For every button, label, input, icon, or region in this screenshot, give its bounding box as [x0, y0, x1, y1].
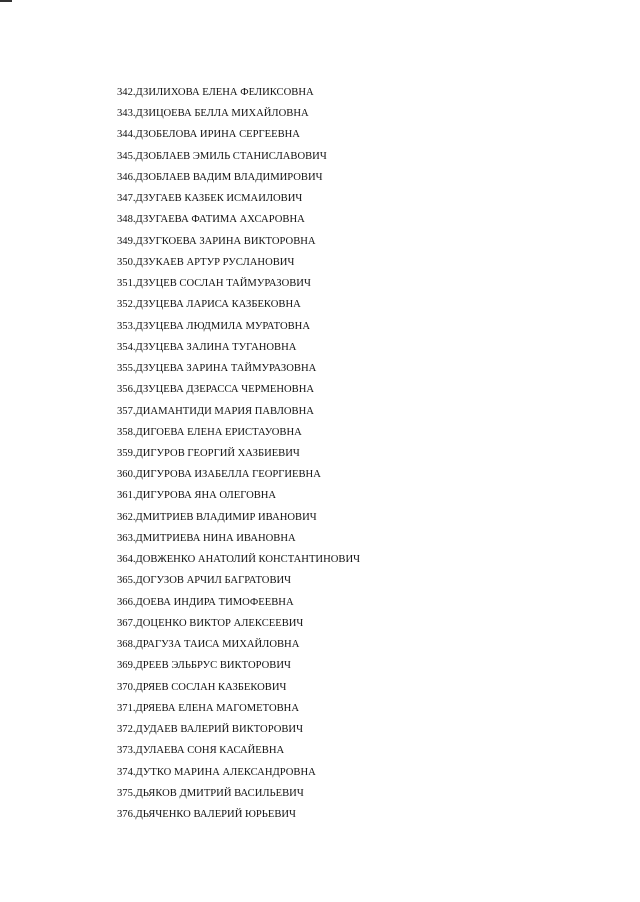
- list-item: 343.ДЗИЦОЕВА БЕЛЛА МИХАЙЛОВНА: [117, 108, 309, 120]
- list-item: 366.ДОЕВА ИНДИРА ТИМОФЕЕВНА: [117, 596, 294, 608]
- list-item: 349.ДЗУГКОЕВА ЗАРИНА ВИКТОРОВНА: [117, 235, 316, 247]
- list-item: 376.ДЬЯЧЕНКО ВАЛЕРИЙ ЮРЬЕВИЧ: [117, 808, 296, 820]
- list-item: 375.ДЬЯКОВ ДМИТРИЙ ВАСИЛЬЕВИЧ: [117, 787, 304, 799]
- list-item: 364.ДОВЖЕНКО АНАТОЛИЙ КОНСТАНТИНОВИЧ: [117, 554, 360, 566]
- list-item: 360.ДИГУРОВА ИЗАБЕЛЛА ГЕОРГИЕВНА: [117, 469, 321, 481]
- list-item: 374.ДУТКО МАРИНА АЛЕКСАНДРОВНА: [117, 766, 316, 778]
- scan-corner-mark: [0, 0, 12, 2]
- list-item: 353.ДЗУЦЕВА ЛЮДМИЛА МУРАТОВНА: [117, 320, 310, 332]
- list-item: 347.ДЗУГАЕВ КАЗБЕК ИСМАИЛОВИЧ: [117, 193, 303, 205]
- list-item: 352.ДЗУЦЕВА ЛАРИСА КАЗБЕКОВНА: [117, 299, 301, 311]
- list-item: 361.ДИГУРОВА ЯНА ОЛЕГОВНА: [117, 490, 277, 502]
- list-item: 370.ДРЯЕВ СОСЛАН КАЗБЕКОВИЧ: [117, 681, 287, 693]
- list-item: 351.ДЗУЦЕВ СОСЛАН ТАЙМУРАЗОВИЧ: [117, 278, 311, 290]
- list-item: 369.ДРЕЕВ ЭЛЬБРУС ВИКТОРОВИЧ: [117, 660, 291, 672]
- list-item: 344.ДЗОБЕЛОВА ИРИНА СЕРГЕЕВНА: [117, 129, 300, 141]
- list-item: 357.ДИАМАНТИДИ МАРИЯ ПАВЛОВНА: [117, 405, 314, 417]
- list-item: 372.ДУДАЕВ ВАЛЕРИЙ ВИКТОРОВИЧ: [117, 724, 303, 736]
- list-item: 350.ДЗУКАЕВ АРТУР РУСЛАНОВИЧ: [117, 256, 295, 268]
- list-item: 367.ДОЦЕНКО ВИКТОР АЛЕКСЕЕВИЧ: [117, 617, 304, 629]
- list-item: 371.ДРЯЕВА ЕЛЕНА МАГОМЕТОВНА: [117, 702, 299, 714]
- list-item: 355.ДЗУЦЕВА ЗАРИНА ТАЙМУРАЗОВНА: [117, 363, 317, 375]
- list-item: 373.ДУЛАЕВА СОНЯ КАСАЙЕВНА: [117, 745, 285, 757]
- list-item: 356.ДЗУЦЕВА ДЗЕРАССА ЧЕРМЕНОВНА: [117, 384, 315, 396]
- list-item: 358.ДИГОЕВА ЕЛЕНА ЕРИСТАУОВНА: [117, 426, 302, 438]
- list-item: 359.ДИГУРОВ ГЕОРГИЙ ХАЗБИЕВИЧ: [117, 447, 300, 459]
- list-item: 365.ДОГУЗОВ АРЧИЛ БАГРАТОВИЧ: [117, 575, 292, 587]
- list-item: 368.ДРАГУЗА ТАИСА МИХАЙЛОВНА: [117, 639, 300, 651]
- list-item: 354.ДЗУЦЕВА ЗАЛИНА ТУГАНОВНА: [117, 341, 297, 353]
- list-item: 345.ДЗОБЛАЕВ ЭМИЛЬ СТАНИСЛАВОВИЧ: [117, 150, 327, 162]
- name-list: [117, 86, 360, 829]
- list-item: 346.ДЗОБЛАЕВ ВАДИМ ВЛАДИМИРОВИЧ: [117, 171, 323, 183]
- list-item: 362.ДМИТРИЕВ ВЛАДИМИР ИВАНОВИЧ: [117, 511, 317, 523]
- list-item: 342.ДЗИЛИХОВА ЕЛЕНА ФЕЛИКСОВНА: [117, 87, 314, 98]
- list-item: 348.ДЗУГАЕВА ФАТИМА АХСАРОВНА: [117, 214, 305, 226]
- list-item: 363.ДМИТРИЕВА НИНА ИВАНОВНА: [117, 532, 296, 544]
